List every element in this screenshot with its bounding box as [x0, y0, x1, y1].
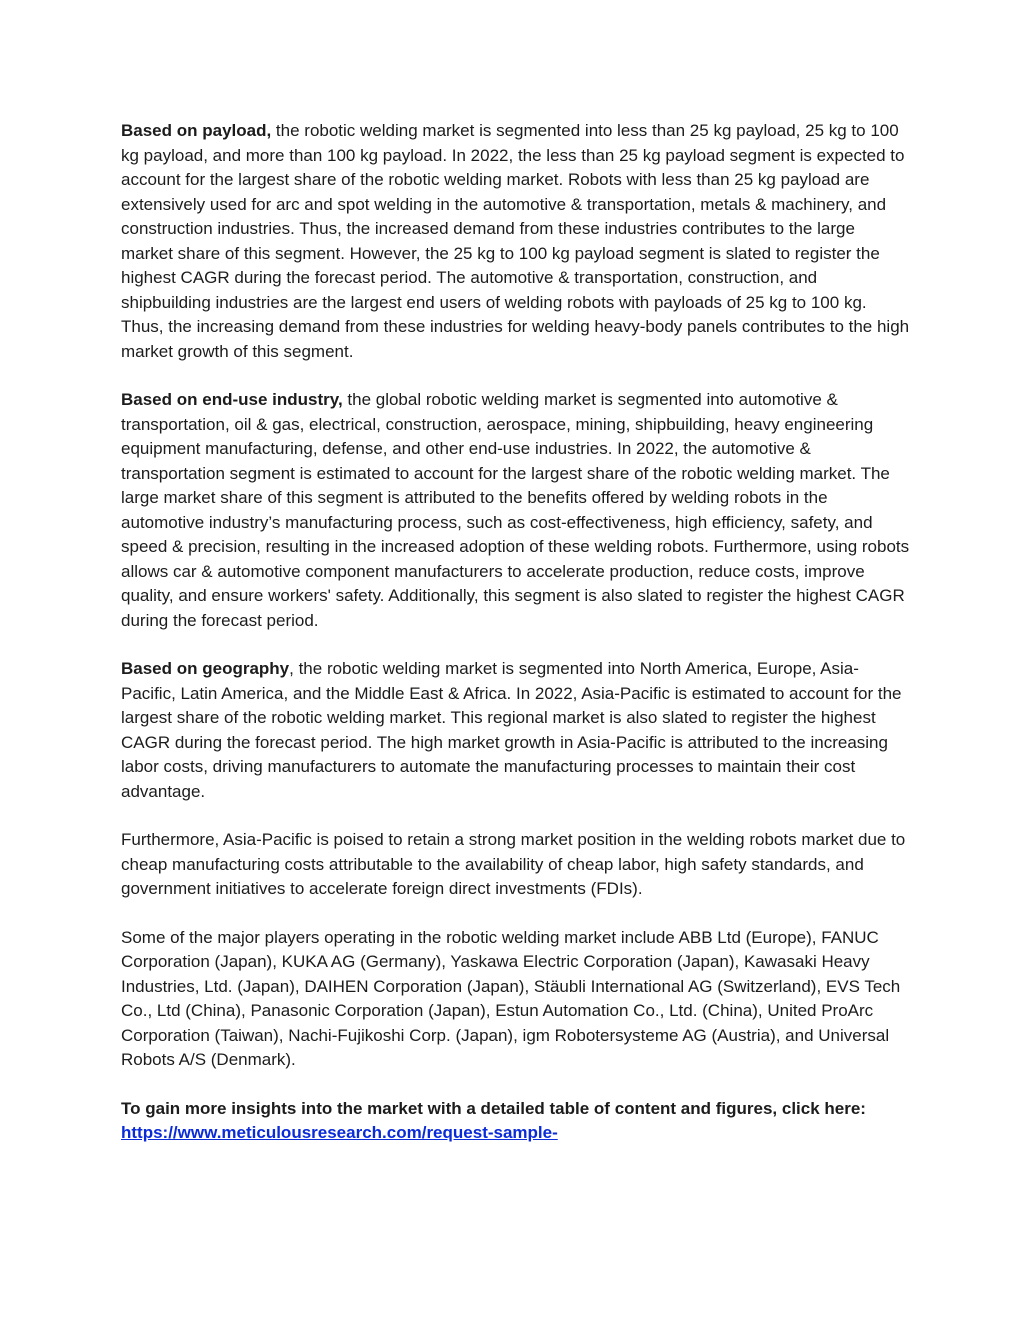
payload-heading: Based on payload,	[121, 121, 272, 140]
call-to-action	[121, 1097, 911, 1146]
furthermore-paragraph: Furthermore, Asia-Pacific is poised to retain a strong market position in the welding robots market due to cheap manufacturing costs attributable to the availability of cheap labor, high safety standards, and government initiatives to accelerate foreign direct investments (FDIs).	[121, 830, 906, 898]
document-page	[121, 119, 911, 1146]
geography-text: , the robotic welding market is segmented into North America, Europe, Asia-Pacific, Latin America, and the Middle East & Africa. In 2022, Asia-Pacific is estimated to account for the largest share of the robotic welding market. This regional market is also slated to register the highest CAGR during the forecast period. The high market growth in Asia-Pacific is attributed to the increasing labor costs, driving manufacturers to automate the manufacturing processes to maintain their cost advantage.	[121, 659, 902, 801]
payload-paragraph	[121, 119, 911, 364]
end-use-text: the global robotic welding market is segmented into automotive & transportation, oil & gas, electrical, construction, aerospace, mining, shipbuilding, heavy engineering equipment manufacturing, defense, and other end-use industries. In 2022, the automotive & transportation segment is estimated to account for the largest share of the robotic welding market. The large market share of this segment is attributed to the benefits offered by welding robots in the automotive industry’s manufacturing process, such as cost-effectiveness, high efficiency, safety, and speed & precision, resulting in the increased adoption of these welding robots. Furthermore, using robots allows car & automotive component manufacturers to accelerate production, reduce costs, improve quality, and ensure workers' safety. Additionally, this segment is also slated to register the highest CAGR during the forecast period.	[121, 390, 910, 630]
payload-text: the robotic welding market is segmented into less than 25 kg payload, 25 kg to 100 kg payload, and more than 100 kg payload. In 2022, the less than 25 kg payload segment is expected to account for the largest share of the robotic welding market. Robots with less than 25 kg payload are extensively used for arc and spot welding in the automotive & transportation, metals & machinery, and construction industries. Thus, the increased demand from these industries contributes to the large market share of this segment. However, the 25 kg to 100 kg payload segment is slated to register the highest CAGR during the forecast period. The automotive & transportation, construction, and shipbuilding industries are the largest end users of welding robots with payloads of 25 kg to 100 kg. Thus, the increasing demand from these industries for welding heavy-body panels contributes to the high market growth of this segment.	[121, 121, 910, 361]
call-to-action-text: To gain more insights into the market with a detailed table of content and figures, click here:	[121, 1098, 866, 1118]
players-paragraph: Some of the major players operating in the robotic welding market include ABB Ltd (Europe), FANUC Corporation (Japan), KUKA AG (Germany), Yaskawa Electric Corporation (Japan), Kawasaki Heavy Industries, Ltd. (Japan), DAIHEN Corporation (Japan), Stäubli International AG (Switzerland), EVS Tech Co., Ltd (China), Panasonic Corporation (Japan), Estun Automation Co., Ltd. (China), United ProArc Corporation (Taiwan), Nachi-Fujikoshi Corp. (Japan), igm Robotersysteme AG (Austria), and Universal Robots A/S (Denmark).	[121, 927, 901, 1069]
geography-heading: Based on geography	[121, 659, 290, 678]
geography-paragraph	[121, 657, 911, 804]
request-sample-link[interactable]: https://www.meticulousresearch.com/request-sample-	[121, 1123, 558, 1142]
end-use-paragraph	[121, 388, 911, 633]
end-use-heading: Based on end-use industry,	[121, 390, 343, 409]
